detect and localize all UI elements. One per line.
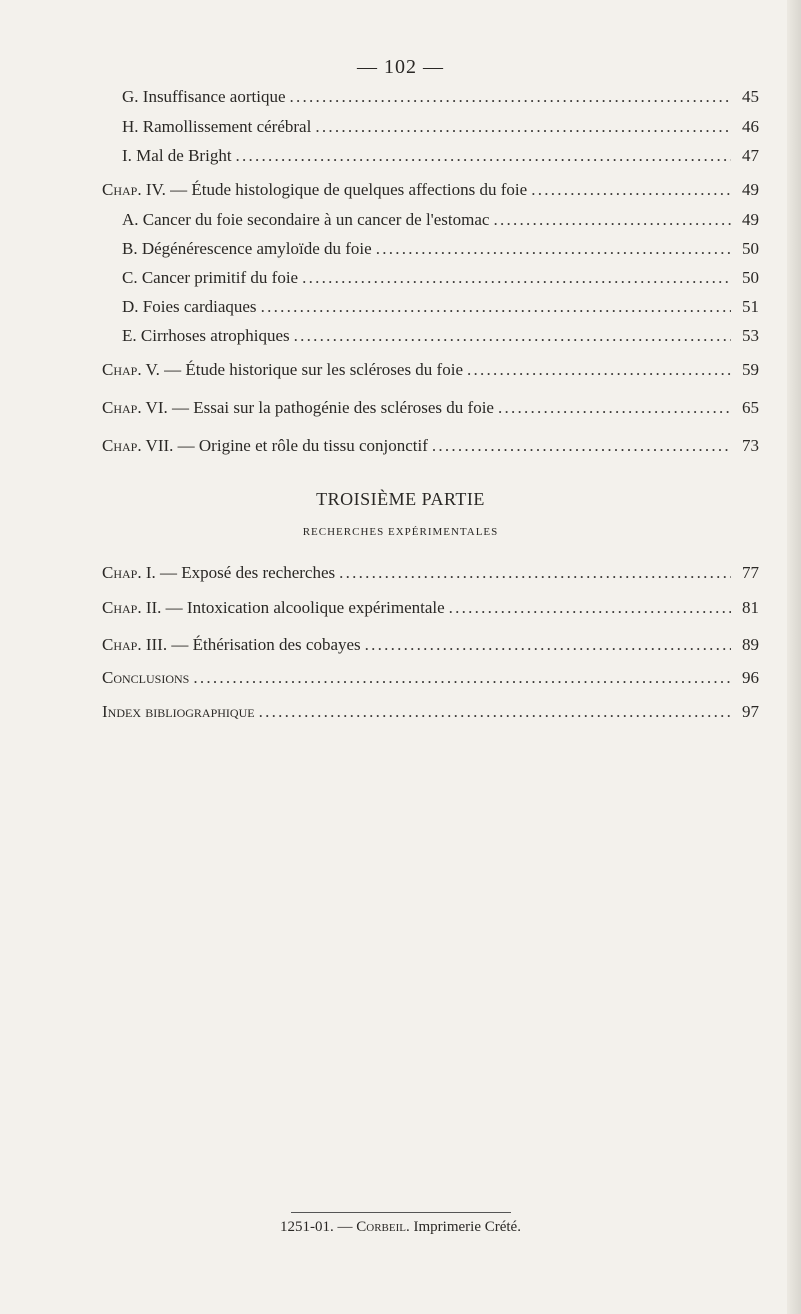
toc-entry-label: G. Insuffisance aortique — [122, 87, 286, 106]
toc-entry — [122, 117, 759, 137]
toc-chapter-entry — [102, 563, 759, 583]
chapter-prefix: Chap. — [102, 563, 142, 582]
chapter-title: III. — Éthérisation des cobayes — [141, 635, 361, 654]
page-number: — 102 — — [357, 56, 444, 78]
toc-entry-page: 77 — [742, 563, 759, 582]
print-code: 1251-01. — — [280, 1219, 357, 1235]
chapter-title: I. — Exposé des recherches — [141, 563, 336, 582]
chapter-prefix: Chap. — [102, 635, 142, 654]
chapter-title: II. — Intoxication alcoolique expérimentale — [141, 598, 445, 617]
printer-name: Imprimerie Crété. — [409, 1219, 521, 1235]
part-subtitle: RECHERCHES EXPÉRIMENTALES — [302, 526, 499, 538]
chapter-prefix: Chap. — [102, 598, 142, 617]
leader-dots — [498, 398, 731, 418]
toc-entry — [122, 326, 759, 346]
toc-chapter-entry — [102, 180, 759, 200]
chapter-title: VI. — Essai sur la pathogénie des scléroses du foie — [141, 398, 494, 417]
toc-entry — [122, 146, 759, 166]
toc-entry-page: 50 — [742, 239, 759, 258]
toc-chapter-label — [102, 180, 527, 200]
toc-chapter-label — [102, 635, 361, 655]
chapter-prefix: Chap. — [102, 180, 142, 199]
toc-entry — [122, 87, 759, 107]
toc-entry-page: 47 — [742, 146, 759, 165]
printer-colophon — [0, 1212, 801, 1236]
toc-chapter-label — [102, 436, 428, 456]
toc-chapter-entry — [102, 360, 759, 380]
leader-dots — [339, 563, 731, 583]
leader-dots — [261, 297, 731, 317]
toc-chapter-label — [102, 398, 494, 418]
toc-chapter-label — [102, 598, 445, 618]
toc-entry-page: 45 — [742, 87, 759, 106]
toc-entry — [122, 239, 759, 259]
chapter-prefix: Chap. — [102, 360, 142, 379]
toc-entry-label: B. Dégénérescence amyloïde du foie — [122, 239, 372, 258]
toc-entry-page: 49 — [742, 210, 759, 229]
toc-entry — [122, 268, 759, 288]
leader-dots — [193, 668, 731, 688]
toc-entry-conclusions — [102, 668, 759, 688]
toc-entry-label: H. Ramollissement cérébral — [122, 117, 312, 136]
page-edge — [787, 0, 801, 1314]
leader-dots — [467, 360, 731, 380]
leader-dots — [302, 268, 731, 288]
toc-entry-page: 89 — [742, 635, 759, 654]
chapter-title: VII. — Origine et rôle du tissu conjonctif — [141, 436, 428, 455]
chapter-title: IV. — Étude histologique de quelques affections du foie — [141, 180, 528, 199]
leader-dots — [493, 210, 731, 230]
toc-entry-page: 59 — [742, 360, 759, 379]
toc-entry-page: 73 — [742, 436, 759, 455]
footer-rule — [291, 1212, 511, 1213]
toc-entry-page: 50 — [742, 268, 759, 287]
toc-entry-label: D. Foies cardiaques — [122, 297, 257, 316]
toc-entry-page: 51 — [742, 297, 759, 316]
toc-entry-label: Conclusions — [102, 668, 190, 687]
leader-dots — [259, 702, 731, 722]
toc-chapter-entry — [102, 635, 759, 655]
toc-entry-label: C. Cancer primitif du foie — [122, 268, 299, 287]
toc-chapter-entry — [102, 436, 759, 456]
chapter-prefix: Chap. — [102, 398, 142, 417]
part-title: TROISIÈME PARTIE — [316, 489, 485, 509]
toc-entry — [122, 297, 759, 317]
leader-dots — [236, 146, 731, 166]
toc-entry-label: I. Mal de Bright — [122, 146, 232, 165]
leader-dots — [290, 87, 732, 107]
toc-entry-page: 81 — [742, 598, 759, 617]
leader-dots — [449, 598, 731, 618]
leader-dots — [531, 180, 731, 200]
toc-entry-page: 46 — [742, 117, 759, 136]
print-city: Corbeil. — [356, 1219, 410, 1235]
toc-entry-label: Index bibliographique — [102, 702, 255, 721]
toc-entry-index — [102, 702, 759, 722]
toc-entry-page: 97 — [742, 702, 759, 721]
toc-chapter-entry — [102, 398, 759, 418]
toc-entry-label: A. Cancer du foie secondaire à un cancer de l'estomac — [122, 210, 490, 229]
toc-entry-page: 96 — [742, 668, 759, 687]
leader-dots — [376, 239, 731, 259]
toc-entry-page: 53 — [742, 326, 759, 345]
leader-dots — [294, 326, 731, 346]
toc-chapter-entry — [102, 598, 759, 618]
toc-entry — [122, 210, 759, 230]
toc-entry-page: 49 — [742, 180, 759, 199]
chapter-title: V. — Étude historique sur les scléroses du foie — [141, 360, 463, 379]
toc-entry-page: 65 — [742, 398, 759, 417]
toc-chapter-label — [102, 360, 463, 380]
leader-dots — [432, 436, 731, 456]
leader-dots — [365, 635, 731, 655]
chapter-prefix: Chap. — [102, 436, 142, 455]
leader-dots — [315, 117, 731, 137]
toc-entry-label: E. Cirrhoses atrophiques — [122, 326, 290, 345]
toc-chapter-label — [102, 563, 335, 583]
